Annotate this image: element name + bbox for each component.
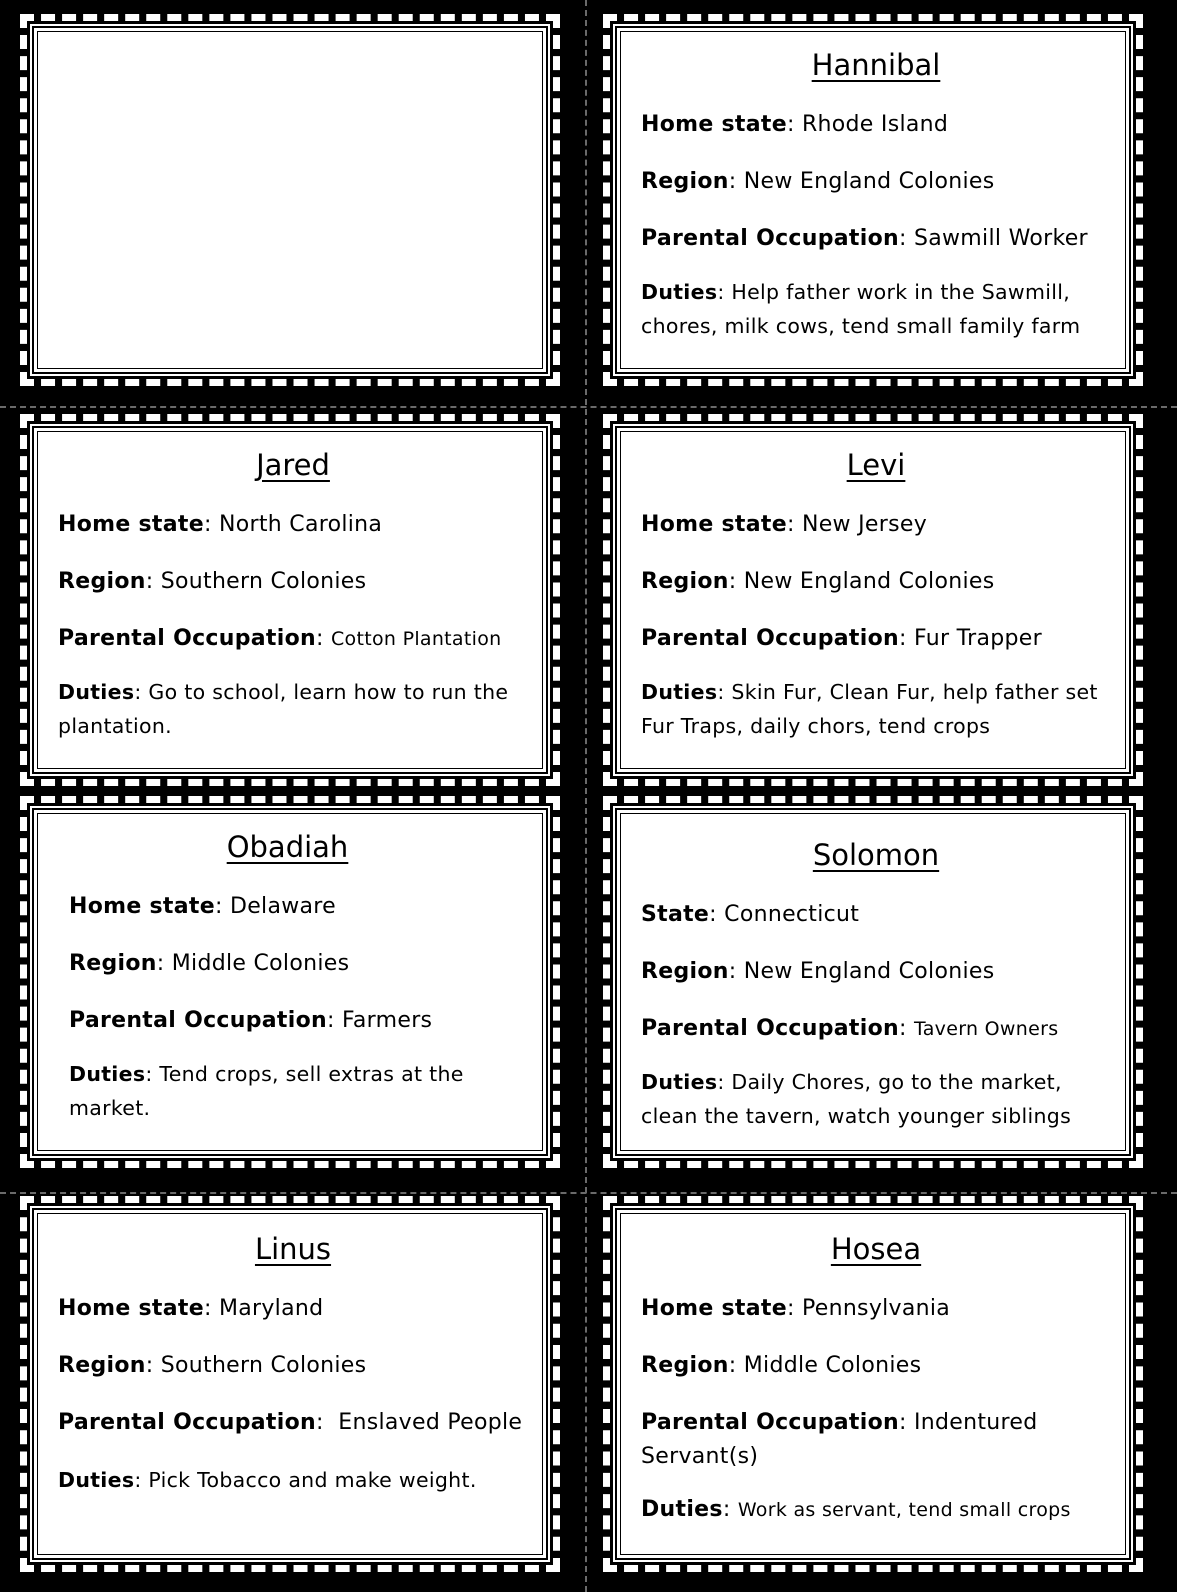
home-state-row: Home state: Maryland [58, 1296, 324, 1321]
state-row: State: Connecticut [641, 902, 860, 927]
card-hosea [613, 1206, 1133, 1562]
occupation-row: Parental Occupation: Enslaved People [58, 1410, 523, 1435]
region-row: Region: Middle Colonies [641, 1353, 922, 1378]
card-obadiah [30, 806, 550, 1158]
home-state-row: Home state: Delaware [69, 894, 336, 919]
vertical-cut-line [585, 0, 587, 1592]
region-row: Region: New England Colonies [641, 959, 995, 984]
card-blank [30, 24, 550, 376]
home-state-row: Home state: Pennsylvania [641, 1296, 951, 1321]
duties-row: Duties: Help father work in the Sawmill, chores, milk cows, tend small family farm [641, 280, 1081, 338]
duties-row: Duties: Go to school, learn how to run the plantation. [58, 680, 509, 738]
card-name: Levi [846, 448, 906, 482]
home-state-row: Home state: New Jersey [641, 512, 928, 537]
card-name: Jared [256, 448, 330, 482]
region-row: Region: Middle Colonies [69, 951, 350, 976]
duties-row: Duties: Daily Chores, go to the market, clean the tavern, watch younger siblings [641, 1070, 1072, 1128]
card-linus [30, 1206, 550, 1562]
card-hannibal [613, 24, 1133, 376]
region-row: Region: Southern Colonies [58, 1353, 367, 1378]
card-name: Linus [254, 1232, 332, 1266]
home-state-row: Home state: Rhode Island [641, 112, 949, 137]
region-row: Region: Southern Colonies [58, 569, 367, 594]
occupation-row: Parental Occupation: Sawmill Worker [641, 226, 1088, 251]
occupation-row: Parental Occupation: Fur Trapper [641, 626, 1042, 651]
horizontal-cut-line [0, 406, 1177, 408]
duties-row: Duties: Skin Fur, Clean Fur, help father set Fur Traps, daily chors, tend crops [641, 680, 1098, 738]
card-solomon [613, 806, 1133, 1158]
card-name: Hannibal [811, 48, 941, 82]
card-name: Hosea [830, 1232, 922, 1266]
duties-row: Duties: Pick Tobacco and make weight. [58, 1468, 477, 1492]
card-name: Solomon [812, 838, 940, 872]
region-row: Region: New England Colonies [641, 569, 995, 594]
card-jared [30, 424, 550, 776]
duties-row: Duties: Tend crops, sell extras at the market. [69, 1062, 464, 1120]
home-state-row: Home state: North Carolina [58, 512, 383, 537]
occupation-row: Parental Occupation: Cotton Plantation [58, 626, 502, 651]
horizontal-cut-line [0, 1192, 1177, 1194]
occupation-row: Parental Occupation: Farmers [69, 1008, 433, 1033]
region-row: Region: New England Colonies [641, 169, 995, 194]
occupation-row: Parental Occupation: Tavern Owners [641, 1016, 1059, 1041]
card-name: Obadiah [226, 830, 349, 864]
duties-row: Duties: Work as servant, tend small crops [641, 1497, 1071, 1522]
occupation-row: Parental Occupation: Indentured Servant(s) [641, 1410, 1038, 1469]
card-levi [613, 424, 1133, 776]
